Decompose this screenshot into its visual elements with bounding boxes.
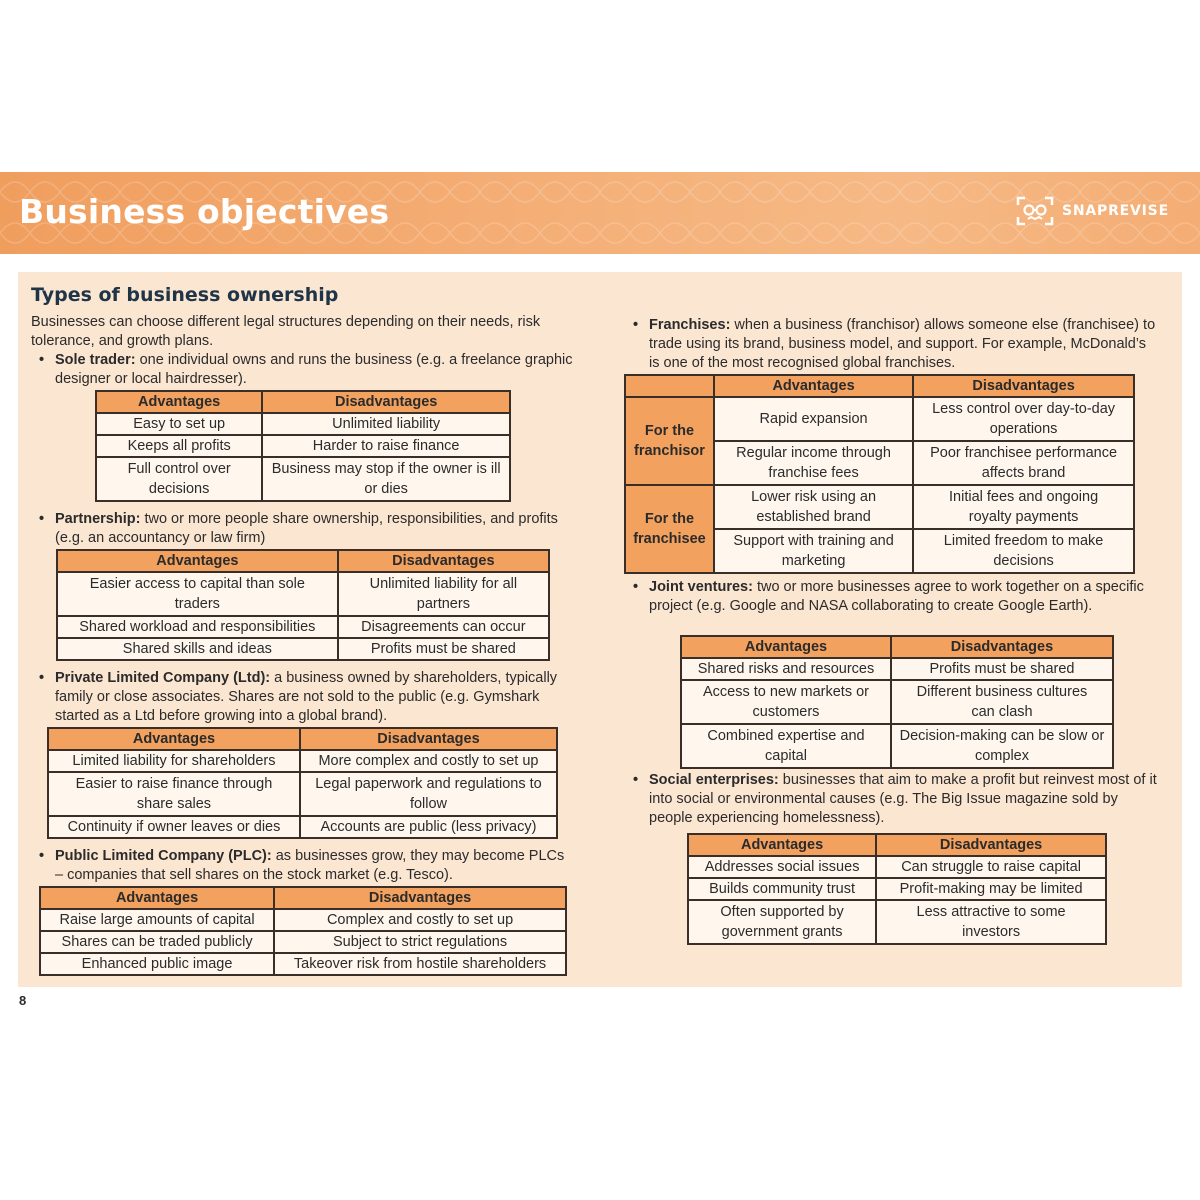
table-header: Advantages bbox=[681, 636, 891, 658]
table-cell: Unlimited liability for all partners bbox=[338, 572, 549, 616]
table-cell: Easy to set up bbox=[96, 413, 262, 435]
table-header: Disadvantages bbox=[262, 391, 510, 413]
page-number: 8 bbox=[19, 993, 27, 1008]
table-cell: Keeps all profits bbox=[96, 435, 262, 457]
franchisee-label: For the franchisee bbox=[625, 485, 714, 573]
table-cell: Profits must be shared bbox=[891, 658, 1113, 680]
sole-trader-text bbox=[55, 351, 575, 389]
franchise-table bbox=[624, 374, 1135, 574]
table-cell: Rapid expansion bbox=[714, 397, 913, 441]
table-cell: Support with training and marketing bbox=[714, 529, 913, 573]
table-cell: Easier to raise finance through share sales bbox=[48, 772, 300, 816]
table-cell: Easier access to capital than sole traders bbox=[57, 572, 338, 616]
franchisor-label: For the franchisor bbox=[625, 397, 714, 485]
table-cell: Often supported by government grants bbox=[688, 900, 876, 944]
table-cell: Decision-making can be slow or complex bbox=[891, 724, 1113, 768]
partnership-table bbox=[56, 549, 550, 661]
table-cell: Full control over decisions bbox=[96, 457, 262, 501]
table-cell: Less control over day-to-day operations bbox=[913, 397, 1134, 441]
plc-term: Public Limited Company (PLC): bbox=[55, 848, 272, 864]
table-cell: Legal paperwork and regulations to follow bbox=[300, 772, 557, 816]
table-cell: Can struggle to raise capital bbox=[876, 856, 1106, 878]
table-cell: Takeover risk from hostile shareholders bbox=[274, 953, 566, 975]
table-cell: Shared workload and responsibilities bbox=[57, 616, 338, 638]
plc-table bbox=[39, 886, 567, 976]
table-header: Disadvantages bbox=[876, 834, 1106, 856]
table-cell: Enhanced public image bbox=[40, 953, 274, 975]
table-cell: Shared risks and resources bbox=[681, 658, 891, 680]
snaprevise-logo-icon bbox=[1016, 196, 1054, 226]
table-header: Disadvantages bbox=[338, 550, 549, 572]
table-cell: Unlimited liability bbox=[262, 413, 510, 435]
table-header: Disadvantages bbox=[891, 636, 1113, 658]
partnership-desc: two or more people share ownership, responsibilities, and profits (e.g. an accountancy or law firm) bbox=[55, 511, 558, 546]
table-cell: Poor franchisee performance affects brand bbox=[913, 441, 1134, 485]
social-enterprise-text bbox=[649, 771, 1159, 828]
table-cell: Profit-making may be limited bbox=[876, 878, 1106, 900]
partnership-term: Partnership: bbox=[55, 511, 141, 527]
social-enterprise-term: Social enterprises: bbox=[649, 772, 779, 788]
ltd-text bbox=[55, 669, 565, 726]
table-cell: Disagreements can occur bbox=[338, 616, 549, 638]
joint-venture-text bbox=[649, 578, 1159, 616]
table-cell: Regular income through franchise fees bbox=[714, 441, 913, 485]
table-cell: Combined expertise and capital bbox=[681, 724, 891, 768]
joint-venture-desc: two or more businesses agree to work together on a specific project (e.g. Google and NASA collaborating to create Google Earth). bbox=[649, 579, 1144, 614]
table-cell: More complex and costly to set up bbox=[300, 750, 557, 772]
ltd-table bbox=[47, 727, 558, 839]
table-cell: Limited freedom to make decisions bbox=[913, 529, 1134, 573]
table-header: Disadvantages bbox=[913, 375, 1134, 397]
plc-desc: as businesses grow, they may become PLCs – companies that sell shares on the stock market (e.g. Tesco). bbox=[55, 848, 565, 883]
table-cell: Initial fees and ongoing royalty payments bbox=[913, 485, 1134, 529]
table-header: Advantages bbox=[714, 375, 913, 397]
table-cell: Less attractive to some investors bbox=[876, 900, 1106, 944]
intro-text: Businesses can choose different legal structures depending on their needs, risk tolerance, and growth plans. bbox=[31, 314, 541, 349]
table-header: Disadvantages bbox=[300, 728, 557, 750]
joint-venture-term: Joint ventures: bbox=[649, 579, 753, 595]
joint-venture-table bbox=[680, 635, 1114, 769]
table-cell: Different business cultures can clash bbox=[891, 680, 1113, 724]
table-cell: Lower risk using an established brand bbox=[714, 485, 913, 529]
table-cell: Business may stop if the owner is ill or dies bbox=[262, 457, 510, 501]
table-cell: Complex and costly to set up bbox=[274, 909, 566, 931]
table-cell: Shared skills and ideas bbox=[57, 638, 338, 660]
page-title: Business objectives bbox=[19, 192, 390, 231]
table-header: Advantages bbox=[40, 887, 274, 909]
header-banner bbox=[0, 172, 1200, 254]
ltd-desc: a business owned by shareholders, typically family or close associates. Shares are not sold to the public (e.g. Gymshark started as a Ltd before growing into a global brand). bbox=[55, 670, 558, 724]
ltd-term: Private Limited Company (Ltd): bbox=[55, 670, 271, 686]
franchise-desc: when a business (franchisor) allows someone else (franchisee) to trade using its brand, business model, and support. For example, McDonald’s is one of the most recognised global franchises. bbox=[649, 317, 1156, 371]
table-header: Advantages bbox=[57, 550, 338, 572]
table-cell: Raise large amounts of capital bbox=[40, 909, 274, 931]
table-cell: Access to new markets or customers bbox=[681, 680, 891, 724]
table-header: Advantages bbox=[688, 834, 876, 856]
table-cell: Accounts are public (less privacy) bbox=[300, 816, 557, 838]
table-cell: Addresses social issues bbox=[688, 856, 876, 878]
franchise-term: Franchises: bbox=[649, 317, 731, 333]
sole-trader-table bbox=[95, 390, 511, 502]
table-cell: Harder to raise finance bbox=[262, 435, 510, 457]
franchise-text bbox=[649, 316, 1159, 373]
brand-name: SNAPREVISE bbox=[1062, 203, 1169, 219]
table-header-blank bbox=[625, 375, 714, 397]
sole-trader-term: Sole trader: bbox=[55, 352, 136, 368]
partnership-text bbox=[55, 510, 575, 548]
table-cell: Builds community trust bbox=[688, 878, 876, 900]
table-cell: Subject to strict regulations bbox=[274, 931, 566, 953]
sole-trader-desc: one individual owns and runs the business (e.g. a freelance graphic designer or local hairdresser). bbox=[55, 352, 573, 387]
social-enterprise-desc: businesses that aim to make a profit but reinvest most of it into social or environmental causes (e.g. The Big Issue magazine sold by people experiencing homelessness). bbox=[649, 772, 1157, 826]
table-header: Advantages bbox=[48, 728, 300, 750]
social-enterprise-table bbox=[687, 833, 1107, 945]
table-cell: Shares can be traded publicly bbox=[40, 931, 274, 953]
table-header: Disadvantages bbox=[274, 887, 566, 909]
table-cell: Limited liability for shareholders bbox=[48, 750, 300, 772]
plc-text bbox=[55, 847, 570, 885]
section-title: Types of business ownership bbox=[31, 284, 339, 306]
brand-logo bbox=[1016, 196, 1169, 226]
table-cell: Profits must be shared bbox=[338, 638, 549, 660]
table-cell: Continuity if owner leaves or dies bbox=[48, 816, 300, 838]
table-header: Advantages bbox=[96, 391, 262, 413]
